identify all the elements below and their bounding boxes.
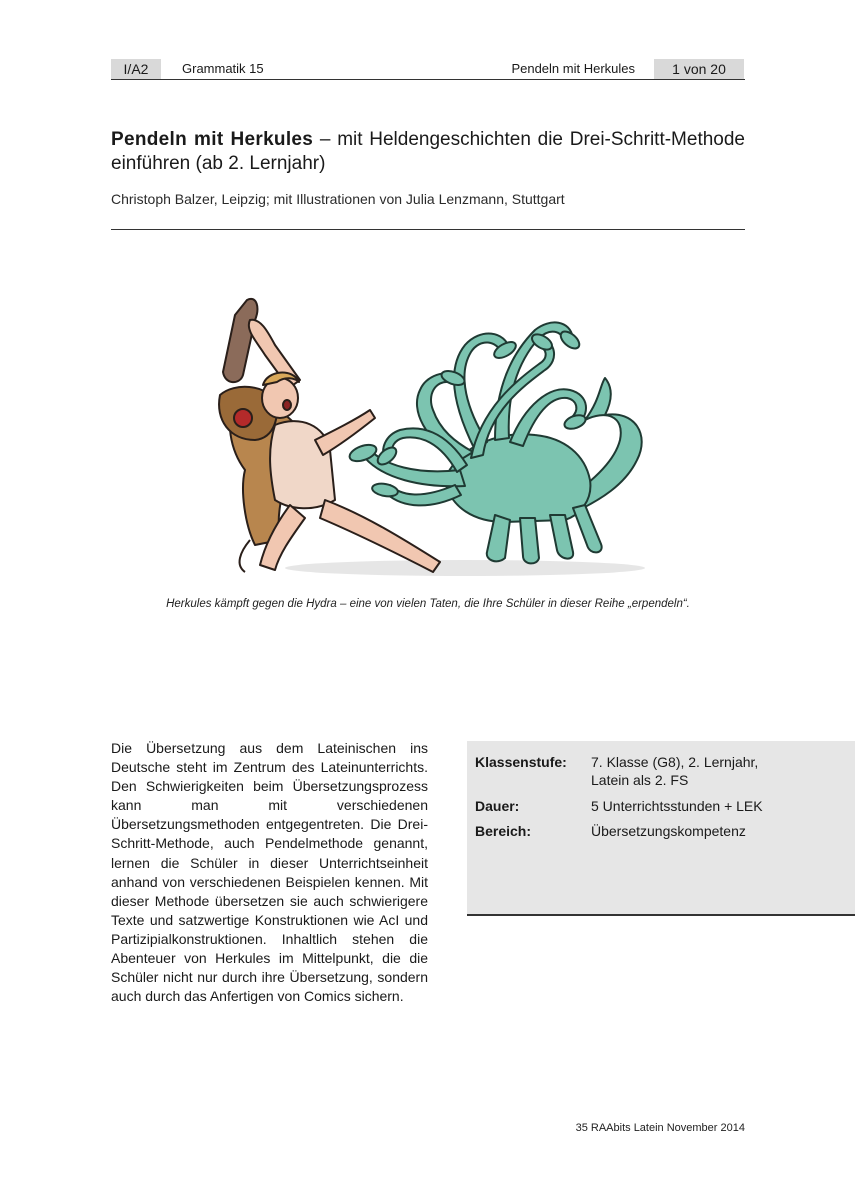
section-badge: I/A2 bbox=[111, 59, 161, 79]
info-value: 5 Unterrichtsstunden + LEK bbox=[591, 798, 763, 814]
hercules-hydra-illustration bbox=[205, 290, 655, 585]
course-label: Grammatik 15 bbox=[182, 61, 264, 76]
page-title bbox=[111, 128, 745, 176]
title-bold: Pendeln mit Herkules bbox=[111, 129, 314, 150]
title-rest: – mit Heldengeschichten die Drei-Schritt-Methode einführen (ab 2. Lernjahr) bbox=[111, 129, 745, 174]
intro-paragraph: Die Übersetzung aus dem Lateinischen ins Deutsche steht im Zentrum des Lateinunterrichts. Den Schwierigkeiten beim Übersetzungsprozess kann man mit verschiedenen Übersetzungsmethoden entgegentreten. Die Drei-Schritt-Methode, auch Pendelmethode genannt, lernen die Schüler in dieser Unterrichtseinheit anhand von verschiedenen Beispielen kennen. Mit dieser Methode übersetzen sie auch schwierigere Texte und satzwertige Konstruktionen wie AcI und Partizipialkonstruktionen. Inhaltlich stehen die Abenteuer von Herkules im Mittelpunkt, die die Schüler nicht nur durch ihre Übersetzung, sondern auch durch das Anfertigen von Comics sichern. bbox=[111, 740, 428, 1005]
author-byline: Christoph Balzer, Leipzig; mit Illustrationen von Julia Lenzmann, Stuttgart bbox=[111, 191, 565, 207]
title-divider bbox=[111, 229, 745, 230]
info-value: 7. Klasse (G8), 2. Lernjahr, Latein als 2. FS bbox=[591, 754, 759, 788]
info-label: Klassenstufe: bbox=[475, 754, 567, 770]
page-number: 1 von 20 bbox=[654, 59, 744, 79]
ground-shadow bbox=[285, 560, 645, 576]
illustration-caption: Herkules kämpft gegen die Hydra – eine von vielen Taten, die Ihre Schüler in dieser Reihe „erpendeln“. bbox=[166, 598, 690, 610]
info-label: Bereich: bbox=[475, 823, 532, 839]
info-value: Übersetzungskompetenz bbox=[591, 823, 746, 839]
hydra bbox=[347, 322, 641, 563]
page-footer: 35 RAAbits Latein November 2014 bbox=[575, 1122, 745, 1134]
header-divider bbox=[111, 79, 745, 80]
info-box bbox=[467, 741, 855, 916]
header-title: Pendeln mit Herkules bbox=[511, 61, 635, 76]
info-label: Dauer: bbox=[475, 798, 520, 814]
